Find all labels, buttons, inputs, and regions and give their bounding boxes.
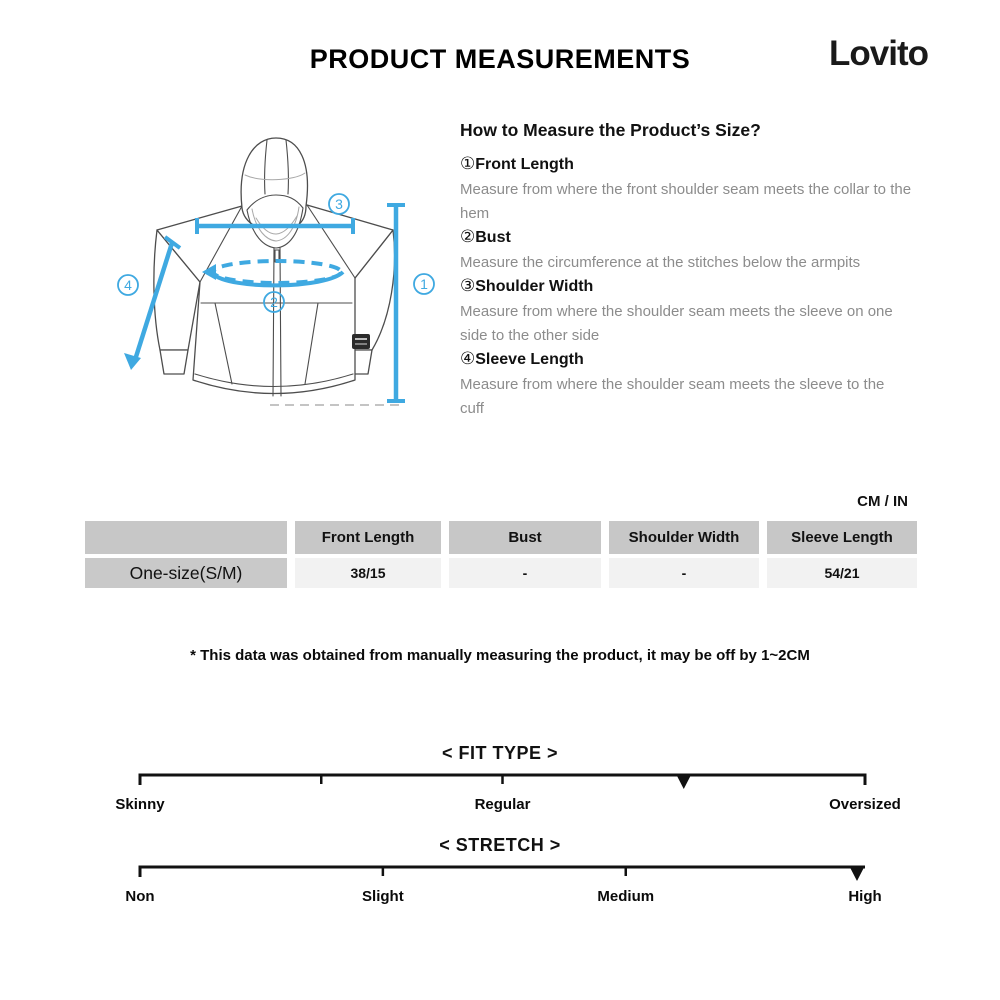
callout-number-3: 3 xyxy=(335,196,343,212)
circled-number-icon: ① xyxy=(460,154,476,173)
table-header-sleeve-length: Sleeve Length xyxy=(767,521,917,554)
table-row-size-label: One-size(S/M) xyxy=(85,558,287,588)
guide-item-label: ③Shoulder Width xyxy=(460,276,594,295)
callout-number-4: 4 xyxy=(124,277,132,293)
fit-type-title: < FIT TYPE > xyxy=(441,743,559,763)
table-header-shoulder-width: Shoulder Width xyxy=(609,521,759,554)
slider-label: Regular xyxy=(474,796,531,813)
measure-guide xyxy=(460,120,912,422)
guide-item-desc: Measure from where the shoulder seam meets the sleeve on one side to the other side xyxy=(460,303,893,344)
table-cell-sleeve-length: 54/21 xyxy=(767,558,917,588)
stretch-title: < STRETCH > xyxy=(439,835,561,855)
slider-label: Slight xyxy=(362,888,404,905)
guide-item-desc: Measure from where the front shoulder seam meets the collar to the hem xyxy=(460,181,912,222)
fit-type-scale xyxy=(0,769,1000,824)
page-title: PRODUCT MEASUREMENTS xyxy=(309,44,691,74)
slider-label: High xyxy=(848,888,882,905)
guide-item-desc: Measure the circumference at the stitches below the armpits xyxy=(460,254,861,271)
slider-marker-icon xyxy=(676,774,692,790)
callout-number-2: 2 xyxy=(270,294,278,310)
table-header-front-length: Front Length xyxy=(295,521,441,554)
measurements-table xyxy=(85,521,917,588)
slider-marker-icon xyxy=(849,866,865,882)
table-header-size xyxy=(85,521,287,554)
guide-item-front-length xyxy=(460,154,912,226)
guide-item-bust xyxy=(460,227,912,275)
guide-item-sleeve-length xyxy=(460,349,912,421)
slider-label: Oversized xyxy=(829,796,901,813)
table-cell-front-length: 38/15 xyxy=(295,558,441,588)
sleeve-label-patch xyxy=(352,334,370,349)
guide-item-shoulder-width xyxy=(460,276,912,348)
table-header-bust: Bust xyxy=(449,521,601,554)
unit-label: CM / IN xyxy=(857,493,908,510)
jacket-measurement-diagram xyxy=(100,118,460,430)
brand-logo: Lovito xyxy=(829,34,928,73)
callout-front-length xyxy=(387,205,434,401)
slider-label: Skinny xyxy=(115,796,165,813)
guide-item-label: ②Bust xyxy=(460,227,511,246)
slider-label: Medium xyxy=(597,888,655,905)
guide-item-label: ④Sleeve Length xyxy=(460,349,584,368)
circled-number-icon: ② xyxy=(460,227,476,246)
circled-number-icon: ③ xyxy=(460,276,476,295)
guide-item-desc: Measure from where the shoulder seam meets the sleeve to the cuff xyxy=(460,376,885,417)
table-cell-shoulder-width: - xyxy=(609,558,759,588)
guide-heading: How to Measure the Product’s Size? xyxy=(460,120,761,140)
circled-number-icon: ④ xyxy=(460,349,476,368)
slider-label: Non xyxy=(125,888,155,905)
callout-number-1: 1 xyxy=(420,276,428,292)
table-cell-bust: - xyxy=(449,558,601,588)
guide-item-label: ①Front Length xyxy=(460,154,574,173)
footnote: * This data was obtained from manually measuring the product, it may be off by 1~2CM xyxy=(190,647,810,664)
stretch-scale xyxy=(0,861,1000,916)
